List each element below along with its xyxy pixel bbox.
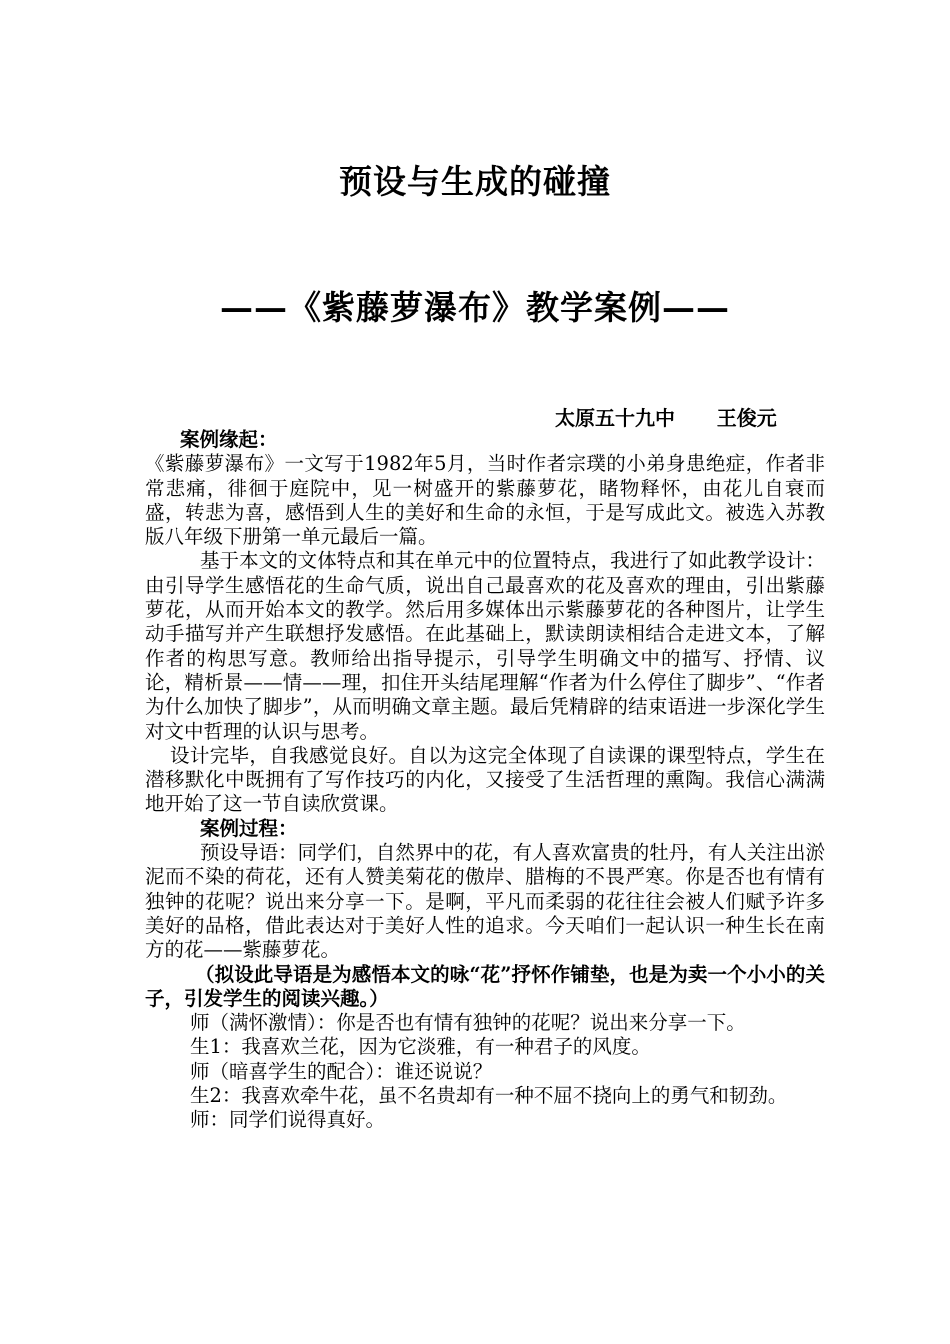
dialogue-line: 师（暗喜学生的配合）：谁还说说？	[190, 1059, 493, 1083]
origin-paragraph-3: 设计完毕，自我感觉良好。自以为这完全体现了自读课的课型特点，学生在潜移默化中既拥有了写作技巧的内化，又接受了生活哲理的熏陶。我信心满满地开始了这一节自读欣赏课。	[145, 743, 825, 816]
origin-paragraph-1: 《紫藤萝瀑布》一文写于1982年5月，当时作者宗璞的小弟身患绝症，作者非常悲痛，徘徊于庭院中，见一树盛开的紫藤萝花，睹物释怀，由花儿自衰而盛，转悲为喜，感悟到人生的美好和生命的永恒，于是写成此文。被选入苏教版八年级下册第一单元最后一篇。	[145, 452, 825, 549]
document-body	[145, 428, 825, 1133]
origin-paragraph-2: 基于本文的文体特点和其在单元中的位置特点，我进行了如此教学设计：由引导学生感悟花的生命气质，说出自己最喜欢的花及喜欢的理由，引出紫藤萝花，从而开始本文的教学。然后用多媒体出示紫藤萝花的各种图片，让学生动手描写并产生联想抒发感悟。在此基础上，默读朗读相结合走进文本，了解作者的构思写意。教师给出指导提示，引导学生明确文中的描写、抒情、议论，精析景——情——理，扣住开头结尾理解“作者为什么停住了脚步”、“作者为什么加快了脚步”，从而明确文章主题。最后凭精辟的结束语进一步深化学生对文中哲理的认识与思考。	[145, 549, 825, 743]
dialogue-line: 生1：我喜欢兰花，因为它淡雅，有一种君子的风度。	[190, 1035, 651, 1059]
process-note: （拟设此导语是为感悟本文的咏“花”抒怀作铺垫，也是为卖一个小小的关子，引发学生的阅读兴趣。）	[145, 962, 825, 1010]
process-heading: 案例过程：	[200, 816, 298, 840]
process-paragraph-1: 预设导语：同学们，自然界中的花，有人喜欢富贵的牡丹，有人关注出淤泥而不染的荷花，还有人赞美菊花的傲岸、腊梅的不畏严寒。你是否也有情有独钟的花呢？说出来分享一下。是啊，平凡而柔弱的花往往会被人们赋予许多美好的品格，借此表达对于美好人性的追求。今天咱们一起认识一种生长在南方的花——紫藤萝花。	[145, 841, 825, 962]
document-title: 预设与生成的碰撞	[339, 162, 611, 201]
dialogue-line: 生2：我喜欢牵牛花，虽不名贵却有一种不屈不挠向上的勇气和韧劲。	[190, 1084, 788, 1108]
origin-heading: 案例缘起：	[180, 428, 278, 451]
document-subtitle: ——《紫藤萝瀑布》教学案例——	[220, 288, 730, 327]
dialogue-line: 师（满怀激情）：你是否也有情有独钟的花呢？说出来分享一下。	[190, 1011, 746, 1035]
dialogue-line: 师：同学们说得真好。	[190, 1108, 386, 1132]
author-line: 太原五十九中 王俊元	[555, 406, 777, 430]
